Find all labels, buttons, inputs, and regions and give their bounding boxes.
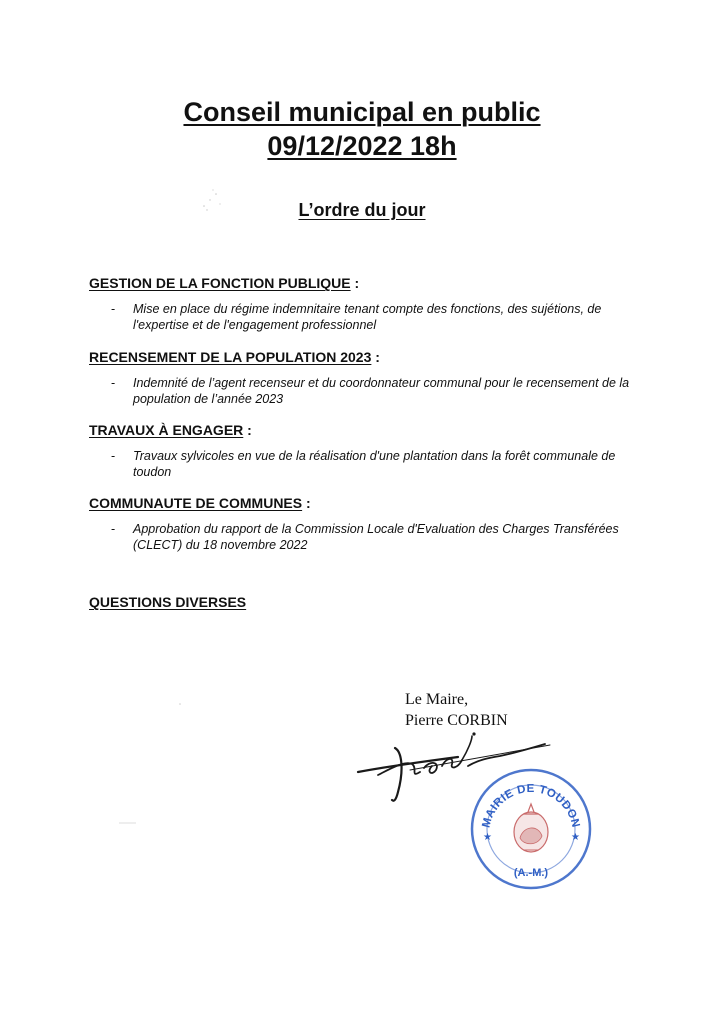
bullet-dash: - [111, 522, 116, 536]
coat-of-arms-icon [514, 804, 548, 852]
section-colon: : [243, 422, 252, 438]
agenda-section-fonction-publique [89, 275, 649, 333]
bullet-dash: - [111, 449, 116, 463]
section-colon: : [350, 275, 360, 291]
section-colon: : [302, 495, 311, 511]
title-line-2-date: 09/12/2022 18h [267, 131, 457, 161]
section-heading: QUESTIONS DIVERSES [89, 594, 247, 610]
bullet-dash: - [111, 302, 116, 316]
section-heading: TRAVAUX À ENGAGER [89, 422, 244, 438]
bullet-dash: - [111, 376, 116, 390]
agenda-item [89, 448, 649, 480]
stamp-text: MAIRIE DE TOUDON [480, 782, 582, 830]
scan-noise [118, 820, 138, 826]
mayor-role: Le Maire, [405, 691, 469, 708]
agenda-item-text: Travaux sylvicoles en vue de la réalisation d'une plantation dans la forêt communale de toudon [133, 449, 616, 479]
section-heading: GESTION DE LA FONCTION PUBLIQUE [89, 275, 351, 291]
section-heading: COMMUNAUTE DE COMMUNES [89, 495, 303, 511]
agenda-section-questions-diverses [89, 594, 649, 612]
agenda-section-travaux [89, 422, 649, 480]
agenda-section-communaute [89, 495, 649, 553]
agenda-subtitle: L’ordre du jour [298, 200, 426, 220]
stamp-star-icon: ★ [483, 832, 492, 843]
title-line-1: Conseil municipal en public [183, 97, 541, 127]
agenda-item [89, 521, 649, 553]
scan-noise [176, 700, 184, 708]
section-colon: : [371, 349, 380, 365]
mayor-name: Pierre CORBIN [405, 712, 508, 729]
agenda-item-text: Approbation du rapport de la Commission Locale d'Evaluation des Charges Transférées (CLECT) du 18 novembre 2022 [133, 522, 619, 552]
section-heading: RECENSEMENT DE LA POPULATION 2023 [89, 349, 372, 365]
agenda-section-recensement [89, 349, 649, 407]
agenda-item-text: Mise en place du régime indemnitaire tenant compte des fonctions, des sujétions, de l'expertise et de l'engagement professionnel [133, 302, 602, 332]
stamp-region: (A.-M.) [513, 867, 549, 879]
official-stamp [468, 766, 594, 892]
agenda-item-text: Indemnité de l’agent recenseur et du coordonnateur communal pour le recensement de la population de l’année 2023 [133, 376, 630, 406]
stamp-star-icon: ★ [571, 832, 580, 843]
scan-noise [198, 186, 228, 214]
agenda-item [89, 375, 649, 407]
agenda-item [89, 301, 649, 333]
